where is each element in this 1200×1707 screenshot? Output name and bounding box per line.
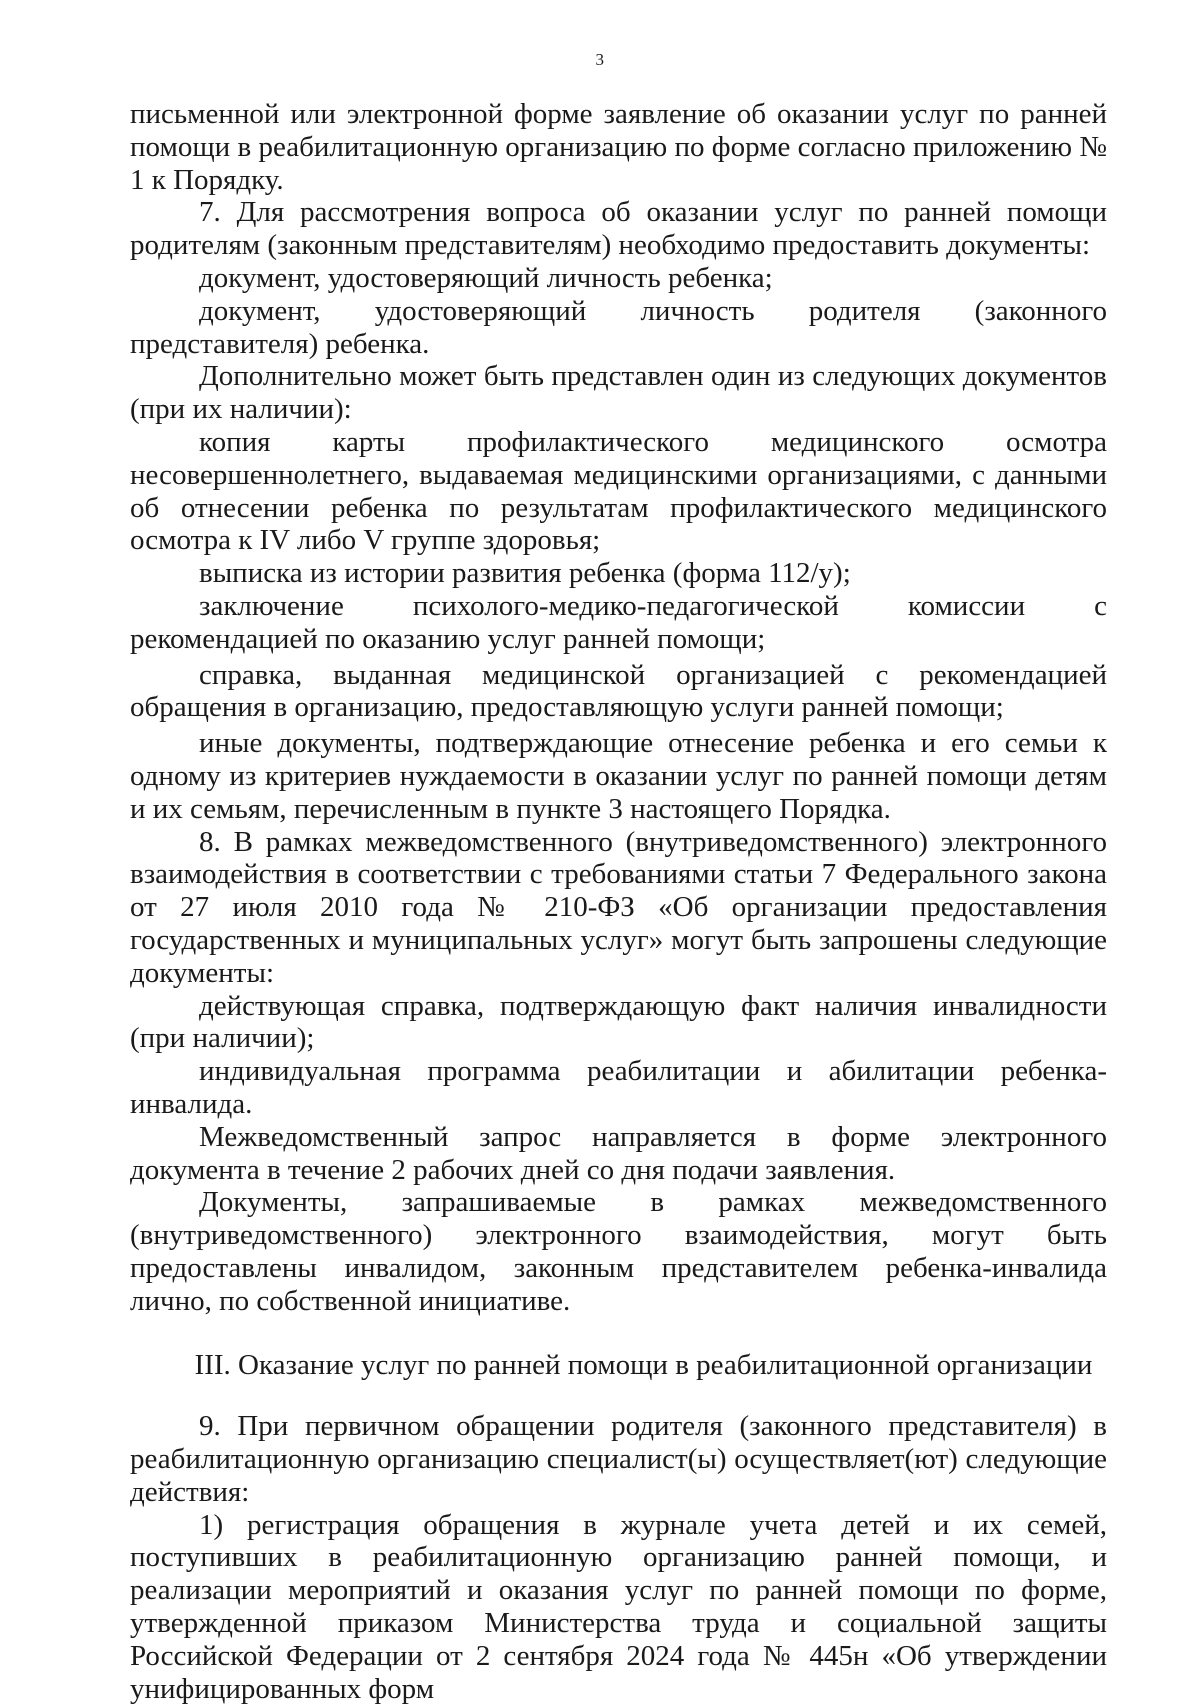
list-item-exam-card: копия карты профилактического медицинского осмотра несовершеннолетнего, выдаваемая медицинскими организациями, с данными об отнесении ребенка по результатам профилактического медицинского осмотра к IV либо V группе здоровья;	[130, 425, 1107, 557]
paragraph-additional-docs: Дополнительно может быть представлен один из следующих документов (при их наличии):	[130, 360, 1107, 426]
list-item-registration: 1) регистрация обращения в журнале учета детей и их семей, поступивших в реабилитационную организацию ранней помощи, и реализации мероприятий и оказания услуг по ранней помощи по форме, утвержденной приказом Министерства труда и социальной защиты Российской Федерации от 2 сентября 2024 года № 445н «Об утверждении унифицированных форм	[130, 1508, 1107, 1705]
list-item-medical-certificate: справка, выданная медицинской организацией с рекомендацией обращения в организацию, предоставляющую услуги ранней помощи;	[130, 658, 1107, 724]
paragraph-item-9: 9. При первичном обращении родителя (законного представителя) в реабилитационную организацию специалист(ы) осуществляет(ют) следующие действия:	[130, 1410, 1107, 1508]
list-item-history-extract: выписка из истории развития ребенка (форма 112/у);	[199, 557, 851, 590]
list-item-commission-conclusion: заключение психолого-медико-педагогической комиссии с рекомендацией по оказанию услуг ранней помощи;	[130, 589, 1107, 655]
list-item-parent-id: документ, удостоверяющий личность родителя (законного представителя) ребенка.	[130, 294, 1107, 360]
page-number: 3	[595, 50, 605, 69]
paragraph-item-7: 7. Для рассмотрения вопроса об оказании услуг по ранней помощи родителям (законным представителям) необходимо предоставить документы:	[130, 196, 1107, 262]
document-body	[130, 98, 1107, 1705]
list-item-child-id: документ, удостоверяющий личность ребенка;	[199, 261, 773, 294]
paragraph-interagency-request: Межведомственный запрос направляется в форме электронного документа в течение 2 рабочих дней со дня подачи заявления.	[130, 1120, 1107, 1186]
paragraph-continuation: письменной или электронной форме заявление об оказании услуг по ранней помощи в реабилитационную организацию по форме согласно приложению № 1 к Порядку.	[130, 98, 1107, 196]
paragraph-item-8: 8. В рамках межведомственного (внутриведомственного) электронного взаимодействия в соответствии с требованиями статьи 7 Федерального закона от 27 июля 2010 года № 210-ФЗ «Об организации предоставления государственных и муниципальных услуг» могут быть запрошены следующие документы:	[130, 825, 1107, 989]
list-item-rehab-program: индивидуальная программа реабилитации и абилитации ребенка-инвалида.	[130, 1055, 1107, 1120]
paragraph-documents-own-initiative: Документы, запрашиваемые в рамках межведомственного (внутриведомственного) электронного взаимодействия, могут быть предоставлены инвалидом, законным представителем ребенка-инвалида лично, по собственной инициативе.	[130, 1186, 1107, 1317]
list-item-other-documents: иные документы, подтверждающие отнесение ребенка и его семьи к одному из критериев нуждаемости в оказании услуг по ранней помощи детям и их семьям, перечисленным в пункте 3 настоящего Порядка.	[130, 727, 1107, 825]
list-item-disability-certificate: действующая справка, подтверждающую факт наличия инвалидности (при наличии);	[130, 989, 1107, 1055]
section-heading: III. Оказание услуг по ранней помощи в реабилитационной организации	[194, 1349, 1093, 1382]
